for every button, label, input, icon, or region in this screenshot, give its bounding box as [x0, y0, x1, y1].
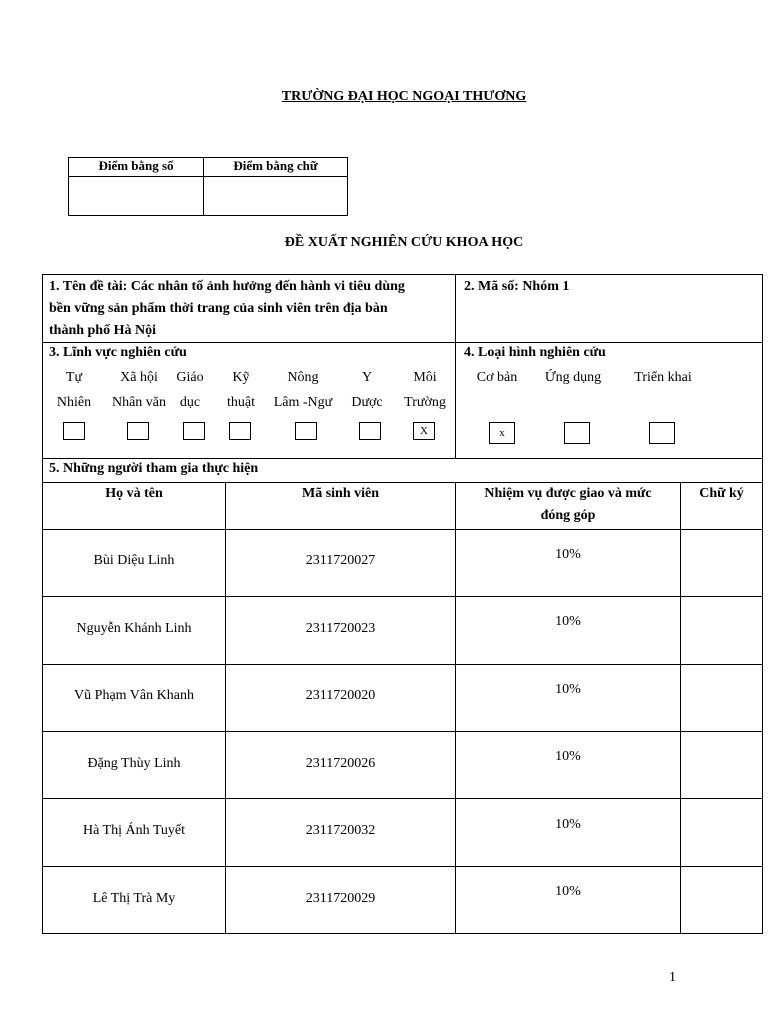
field-agriculture-checkbox[interactable] — [295, 422, 317, 440]
field-engineering-line2: thuật — [227, 395, 255, 410]
field-environment-line2: Trường — [404, 395, 446, 410]
type-basic-checkbox[interactable]: x — [489, 422, 515, 444]
research-type-label: 4. Loại hình nghiên cứu — [464, 345, 606, 360]
page-number: 1 — [669, 970, 676, 985]
member-contribution: 10% — [555, 817, 581, 832]
member-student-id: 2311720023 — [305, 621, 376, 636]
member-contribution: 10% — [555, 614, 581, 629]
member-name: Lê Thị Trà My — [92, 891, 176, 906]
member-signature-cell[interactable] — [681, 597, 762, 664]
member-student-id: 2311720027 — [305, 553, 376, 568]
section-research-title — [49, 276, 447, 342]
field-environment-checkbox[interactable]: X — [413, 422, 435, 440]
project-code: 2. Mã số: Nhóm 1 — [464, 279, 570, 294]
grade-text-value[interactable] — [204, 177, 347, 215]
member-name: Đặng Thùy Linh — [87, 756, 181, 771]
field-social-humanities-checkbox[interactable] — [127, 422, 149, 440]
col-header-student-id: Mã sinh viên — [301, 486, 379, 501]
col-header-signature: Chữ ký — [699, 486, 744, 501]
member-name: Vũ Phạm Vân Khanh — [74, 688, 194, 703]
member-signature-cell[interactable] — [681, 665, 762, 731]
type-basic-label: Cơ bản — [476, 370, 518, 385]
university-title: TRƯỜNG ĐẠI HỌC NGOẠI THƯƠNG — [281, 89, 527, 104]
member-student-id: 2311720020 — [305, 688, 376, 703]
field-medicine-checkbox[interactable] — [359, 422, 381, 440]
member-student-id: 2311720026 — [305, 756, 376, 771]
grade-table — [68, 157, 348, 216]
col-header-task-line2: đóng góp — [540, 508, 596, 523]
research-title-line-1: 1. Tên đề tài: Các nhân tố ảnh hưởng đến hành vi tiêu dùng — [49, 279, 405, 294]
participants-label: 5. Những người tham gia thực hiện — [49, 461, 259, 476]
field-social-humanities-line2: Nhân văn — [111, 395, 167, 410]
member-signature-cell[interactable] — [681, 867, 762, 933]
grade-text-header: Điểm bằng chữ — [233, 158, 318, 173]
member-contribution: 10% — [555, 682, 581, 697]
type-applied-checkbox[interactable] — [564, 422, 590, 444]
field-education-line1: Giáo — [176, 370, 204, 385]
field-education-checkbox[interactable] — [183, 422, 205, 440]
field-environment-line1: Môi — [413, 370, 437, 385]
research-title-line-2: bền vững sản phẩm thời trang của sinh viên trên địa bàn — [49, 301, 388, 316]
type-deployment-checkbox[interactable] — [649, 422, 675, 444]
member-name: Nguyễn Khánh Linh — [76, 621, 192, 636]
col-header-name: Họ và tên — [105, 486, 163, 501]
field-engineering-checkbox[interactable] — [229, 422, 251, 440]
field-natural-science-line1: Tự — [65, 370, 83, 385]
field-natural-science-checkbox[interactable] — [63, 422, 85, 440]
field-agriculture-line1: Nông — [287, 370, 319, 385]
col-header-task-line1: Nhiệm vụ được giao và mức — [484, 486, 652, 501]
member-student-id: 2311720032 — [305, 823, 376, 838]
type-applied-label: Ứng dụng — [544, 370, 602, 385]
member-student-id: 2311720029 — [305, 891, 376, 906]
member-signature-cell[interactable] — [681, 799, 762, 866]
field-medicine-line1: Y — [361, 370, 373, 385]
field-education-line2: dục — [179, 395, 201, 410]
grade-number-header: Điểm bằng số — [98, 158, 174, 173]
field-medicine-line2: Dược — [351, 395, 383, 410]
member-name: Hà Thị Ánh Tuyết — [82, 823, 186, 838]
member-contribution: 10% — [555, 547, 581, 562]
research-title-line-3: thành phố Hà Nội — [49, 323, 156, 338]
proposal-table — [42, 274, 763, 934]
member-signature-cell[interactable] — [681, 732, 762, 798]
research-field-label: 3. Lĩnh vực nghiên cứu — [49, 345, 187, 360]
field-natural-science-line2: Nhiên — [56, 395, 92, 410]
field-engineering-line1: Kỹ — [232, 370, 250, 385]
member-contribution: 10% — [555, 749, 581, 764]
member-contribution: 10% — [555, 884, 581, 899]
member-name: Bùi Diệu Linh — [93, 553, 175, 568]
field-agriculture-line2: Lâm -Ngư — [273, 395, 333, 410]
grade-number-value[interactable] — [69, 177, 203, 215]
field-social-humanities-line1: Xã hội — [120, 370, 158, 385]
type-deployment-label: Triển khai — [634, 370, 692, 385]
member-signature-cell[interactable] — [681, 530, 762, 596]
document-title: ĐỀ XUẤT NGHIÊN CỨU KHOA HỌC — [284, 235, 524, 250]
